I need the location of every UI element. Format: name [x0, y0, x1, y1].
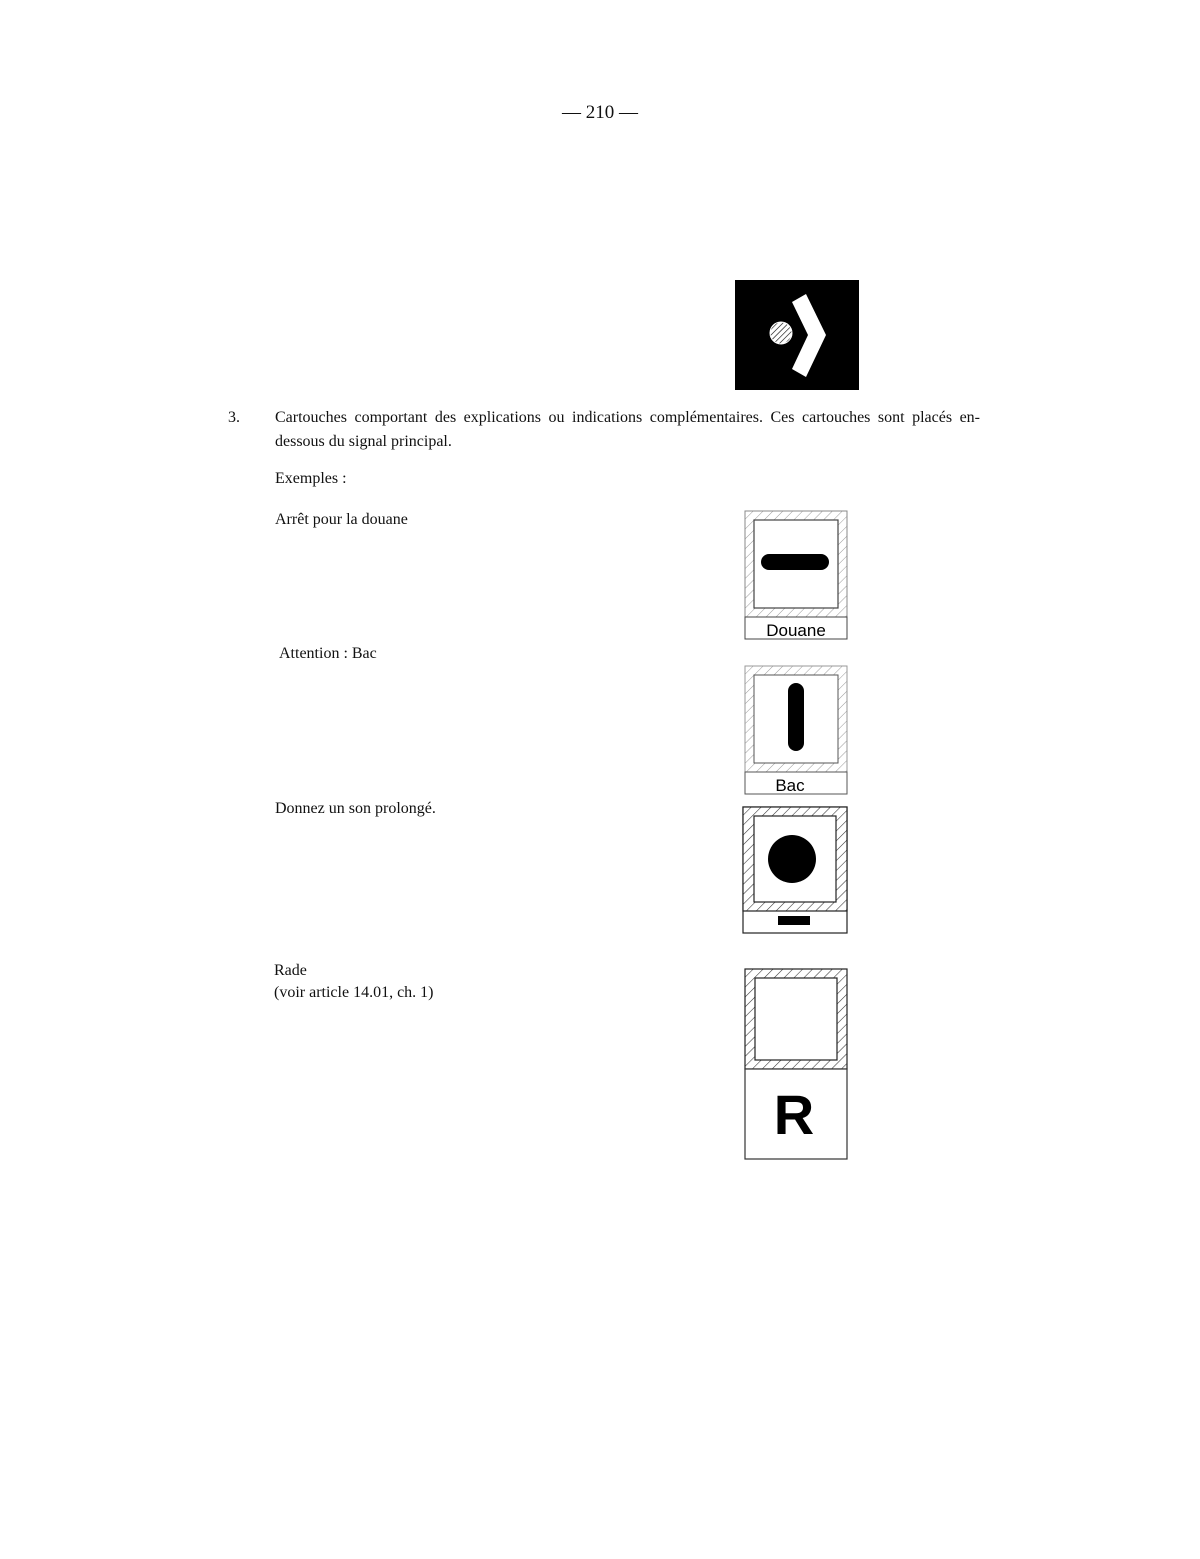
example-label-douane: Arrêt pour la douane [275, 511, 408, 528]
sign-caption-rade: R [773, 1083, 815, 1146]
sign-douane [744, 510, 848, 640]
filled-circle-icon [768, 835, 816, 883]
sign-rade [744, 968, 848, 1162]
main-signal-chevron-sign [735, 280, 859, 390]
example-label-son-prolonge: Donnez un son prolongé. [275, 800, 436, 817]
vertical-bar-icon [788, 683, 804, 751]
hatched-dot-icon [770, 322, 792, 344]
dash-icon [778, 916, 810, 925]
example-label-rade: Rade [274, 962, 307, 979]
sign-bac [744, 665, 848, 795]
sign-caption-douane: Douane [766, 621, 826, 640]
sign-son-prolonge [742, 806, 848, 934]
section-number: 3. [228, 409, 240, 426]
sign-background [735, 280, 859, 390]
examples-label: Exemples : [275, 470, 347, 487]
example-label-rade-note: (voir article 14.01, ch. 1) [274, 984, 434, 1001]
page-number: — 210 — [562, 102, 638, 123]
example-label-bac: Attention : Bac [279, 645, 377, 662]
section-text: Cartouches comportant des explications ou indications complémentaires. Ces cartouches sont placés en-dessous du signal principal. [275, 409, 980, 450]
sign-caption-bac: Bac [775, 776, 805, 795]
horizontal-bar-icon [761, 554, 829, 570]
